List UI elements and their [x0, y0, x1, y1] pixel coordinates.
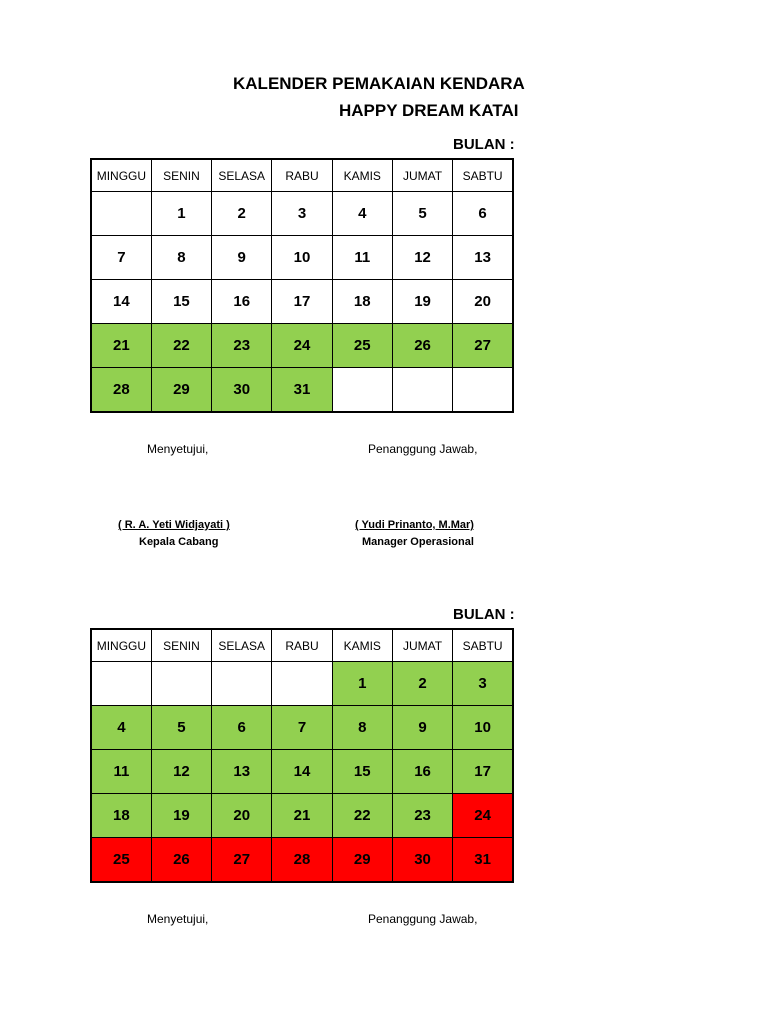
- approver-role: Kepala Cabang: [139, 536, 219, 548]
- weekday-header: MINGGU: [91, 159, 151, 192]
- day-cell: 23: [392, 794, 452, 838]
- calendar-table-1: [90, 158, 514, 413]
- weekday-header: MINGGU: [91, 629, 151, 662]
- responsible-label: Penanggung Jawab,: [368, 442, 478, 456]
- day-cell: 29: [151, 368, 211, 413]
- weekday-header-row: [91, 159, 513, 192]
- day-cell: 28: [91, 368, 151, 413]
- day-cell: 16: [392, 750, 452, 794]
- day-cell: [332, 368, 392, 413]
- day-cell: 8: [151, 236, 211, 280]
- day-cell: 1: [151, 192, 211, 236]
- day-cell: 10: [272, 236, 332, 280]
- day-cell: 17: [453, 750, 513, 794]
- document-title: KALENDER PEMAKAIAN KENDARA: [233, 74, 525, 93]
- day-cell: 7: [91, 236, 151, 280]
- approve-label-2: Menyetujui,: [147, 912, 209, 926]
- day-cell: 7: [272, 706, 332, 750]
- day-cell: 9: [212, 236, 272, 280]
- calendar-table-2: [90, 628, 514, 883]
- day-cell: 24: [453, 794, 513, 838]
- weekday-header: RABU: [272, 159, 332, 192]
- day-cell: 4: [91, 706, 151, 750]
- week-row: [91, 750, 513, 794]
- day-cell: 22: [332, 794, 392, 838]
- day-cell: 31: [453, 838, 513, 883]
- day-cell: 30: [212, 368, 272, 413]
- day-cell: 10: [453, 706, 513, 750]
- weekday-header: JUMAT: [392, 629, 452, 662]
- day-cell: [392, 368, 452, 413]
- day-cell: 17: [272, 280, 332, 324]
- week-row: [91, 838, 513, 883]
- day-cell: 24: [272, 324, 332, 368]
- day-cell: 16: [212, 280, 272, 324]
- day-cell: [91, 192, 151, 236]
- day-cell: 20: [453, 280, 513, 324]
- day-cell: 9: [392, 706, 452, 750]
- day-cell: 15: [151, 280, 211, 324]
- day-cell: 2: [212, 192, 272, 236]
- day-cell: [272, 662, 332, 706]
- day-cell: 18: [332, 280, 392, 324]
- day-cell: 31: [272, 368, 332, 413]
- day-cell: 29: [332, 838, 392, 883]
- day-cell: 5: [392, 192, 452, 236]
- week-row: [91, 280, 513, 324]
- day-cell: 27: [453, 324, 513, 368]
- day-cell: 28: [272, 838, 332, 883]
- week-row: [91, 368, 513, 413]
- week-row: [91, 794, 513, 838]
- day-cell: 8: [332, 706, 392, 750]
- day-cell: 23: [212, 324, 272, 368]
- week-row: [91, 324, 513, 368]
- day-cell: 4: [332, 192, 392, 236]
- day-cell: 13: [212, 750, 272, 794]
- weekday-header: SABTU: [453, 629, 513, 662]
- responsible-role: Manager Operasional: [362, 536, 474, 548]
- month-label-2: BULAN :: [453, 606, 515, 623]
- weekday-header: KAMIS: [332, 159, 392, 192]
- day-cell: 22: [151, 324, 211, 368]
- day-cell: 21: [272, 794, 332, 838]
- day-cell: 12: [392, 236, 452, 280]
- day-cell: 2: [392, 662, 452, 706]
- responsible-name: ( Yudi Prinanto, M.Mar): [355, 519, 474, 531]
- approver-name: ( R. A. Yeti Widjayati ): [118, 519, 230, 531]
- document-subtitle: HAPPY DREAM KATAI: [339, 101, 519, 120]
- day-cell: 26: [392, 324, 452, 368]
- weekday-header: SELASA: [212, 159, 272, 192]
- day-cell: 3: [272, 192, 332, 236]
- day-cell: 6: [212, 706, 272, 750]
- day-cell: 18: [91, 794, 151, 838]
- day-cell: 13: [453, 236, 513, 280]
- day-cell: 21: [91, 324, 151, 368]
- day-cell: 19: [392, 280, 452, 324]
- day-cell: 6: [453, 192, 513, 236]
- day-cell: 20: [212, 794, 272, 838]
- day-cell: 5: [151, 706, 211, 750]
- weekday-header: KAMIS: [332, 629, 392, 662]
- week-row: [91, 236, 513, 280]
- day-cell: 14: [91, 280, 151, 324]
- day-cell: [453, 368, 513, 413]
- day-cell: 11: [91, 750, 151, 794]
- day-cell: 30: [392, 838, 452, 883]
- day-cell: 25: [332, 324, 392, 368]
- day-cell: 12: [151, 750, 211, 794]
- month-label-1: BULAN :: [453, 136, 515, 153]
- day-cell: 26: [151, 838, 211, 883]
- day-cell: 19: [151, 794, 211, 838]
- day-cell: 3: [453, 662, 513, 706]
- day-cell: 14: [272, 750, 332, 794]
- day-cell: 25: [91, 838, 151, 883]
- week-row: [91, 706, 513, 750]
- weekday-header: SABTU: [453, 159, 513, 192]
- weekday-header: SENIN: [151, 159, 211, 192]
- weekday-header: SELASA: [212, 629, 272, 662]
- day-cell: [212, 662, 272, 706]
- approve-label: Menyetujui,: [147, 442, 209, 456]
- day-cell: 1: [332, 662, 392, 706]
- weekday-header: SENIN: [151, 629, 211, 662]
- weekday-header-row: [91, 629, 513, 662]
- week-row: [91, 662, 513, 706]
- responsible-label-2: Penanggung Jawab,: [368, 912, 478, 926]
- weekday-header: RABU: [272, 629, 332, 662]
- week-row: [91, 192, 513, 236]
- day-cell: [91, 662, 151, 706]
- day-cell: 11: [332, 236, 392, 280]
- day-cell: 15: [332, 750, 392, 794]
- weekday-header: JUMAT: [392, 159, 452, 192]
- day-cell: [151, 662, 211, 706]
- day-cell: 27: [212, 838, 272, 883]
